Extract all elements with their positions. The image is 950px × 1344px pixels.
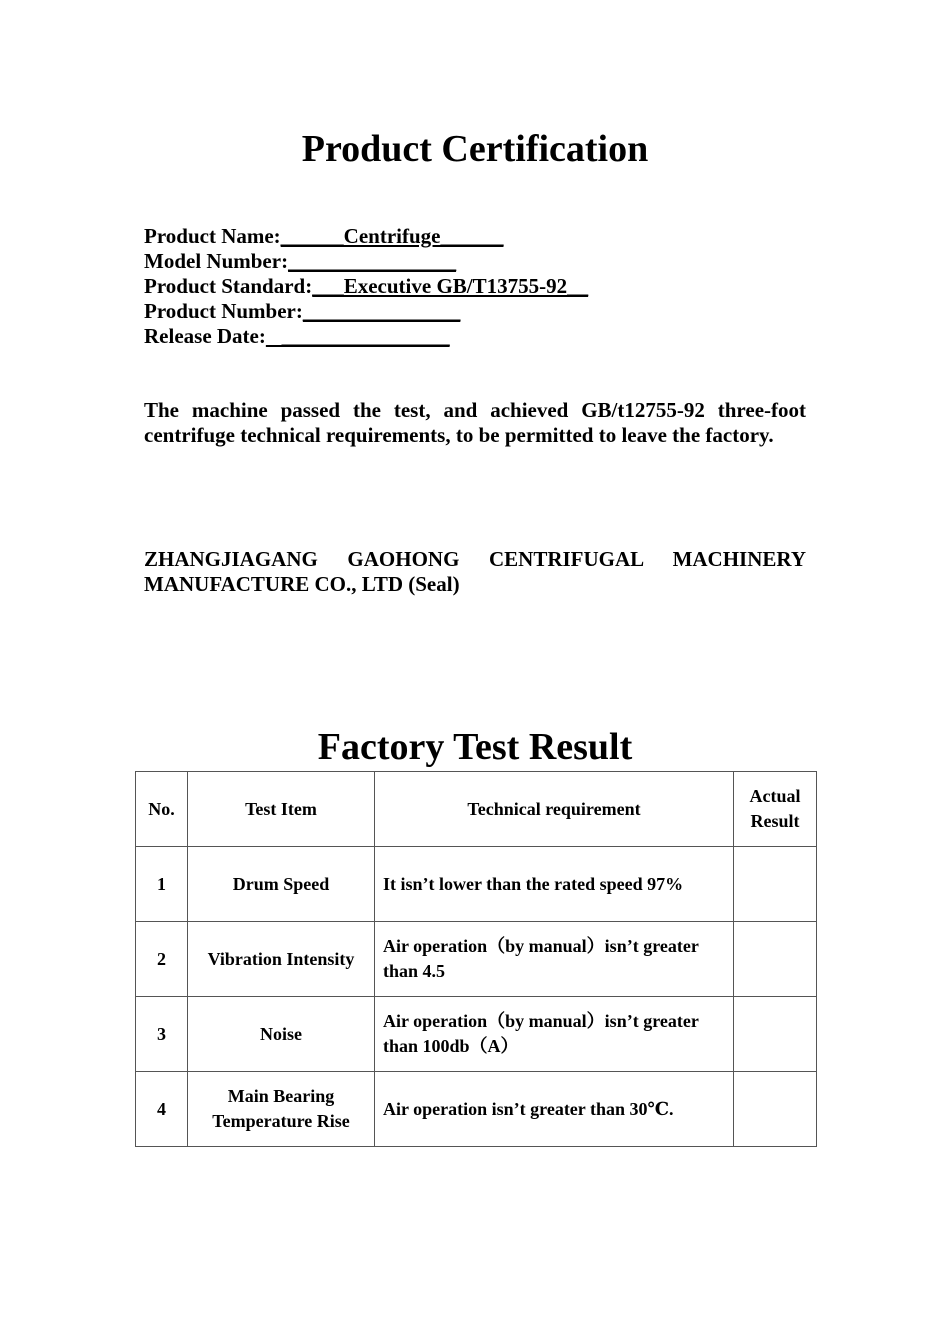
field-label: Product Number:	[144, 299, 303, 323]
field-value: ______Centrifuge______	[280, 224, 504, 248]
field-release-date	[144, 324, 588, 349]
cell-actual-result	[734, 997, 817, 1072]
field-value: ________________	[265, 324, 450, 348]
section-title: Factory Test Result	[317, 726, 633, 768]
field-value: ___Executive GB/T13755-92__	[312, 274, 589, 298]
cell-actual-result	[734, 922, 817, 997]
cell-no: 3	[136, 997, 188, 1072]
cell-no: 4	[136, 1072, 188, 1147]
company-name: ZHANGJIAGANG GAOHONG CENTRIFUGAL MACHINERY MANUFACTURE CO., LTD (Seal)	[144, 547, 806, 596]
certification-statement: The machine passed the test, and achieved GB/t12755-92 three-foot centrifuge technical requirements, to be permitted to leave the factory.	[144, 398, 806, 447]
cell-actual-result	[734, 847, 817, 922]
field-value: _______________	[302, 299, 461, 323]
header-no: No.	[136, 772, 188, 847]
header-actual-result: Actual Result	[734, 772, 817, 847]
cell-test-item: Drum Speed	[188, 847, 375, 922]
cell-test-item: Noise	[188, 997, 375, 1072]
header-test-item: Test Item	[188, 772, 375, 847]
table-row	[136, 1072, 817, 1147]
table-row	[136, 997, 817, 1072]
cell-requirement: Air operation isn’t greater than 30℃.	[375, 1072, 734, 1147]
field-label: Product Standard:	[144, 274, 313, 298]
field-product-name	[144, 224, 588, 249]
table-header-row	[136, 772, 817, 847]
header-technical-requirement: Technical requirement	[375, 772, 734, 847]
cell-test-item: Vibration Intensity	[188, 922, 375, 997]
cell-no: 1	[136, 847, 188, 922]
field-label: Product Name:	[144, 224, 281, 248]
certificate-fields	[144, 224, 588, 349]
table-row	[136, 847, 817, 922]
cell-no: 2	[136, 922, 188, 997]
cell-actual-result	[734, 1072, 817, 1147]
cell-test-item: Main Bearing Temperature Rise	[188, 1072, 375, 1147]
cell-requirement: Air operation（by manual）isn’t greater than 100db（A）	[375, 997, 734, 1072]
field-label: Release Date:	[144, 324, 266, 348]
page-title: Product Certification	[301, 128, 649, 170]
field-product-standard	[144, 274, 588, 299]
field-label: Model Number:	[144, 249, 289, 273]
table-row	[136, 922, 817, 997]
field-model-number	[144, 249, 588, 274]
cell-requirement: Air operation（by manual）isn’t greater than 4.5	[375, 922, 734, 997]
field-product-number	[144, 299, 588, 324]
test-result-table	[135, 771, 817, 1147]
field-value: ________________	[288, 249, 457, 273]
cell-requirement: It isn’t lower than the rated speed 97%	[375, 847, 734, 922]
